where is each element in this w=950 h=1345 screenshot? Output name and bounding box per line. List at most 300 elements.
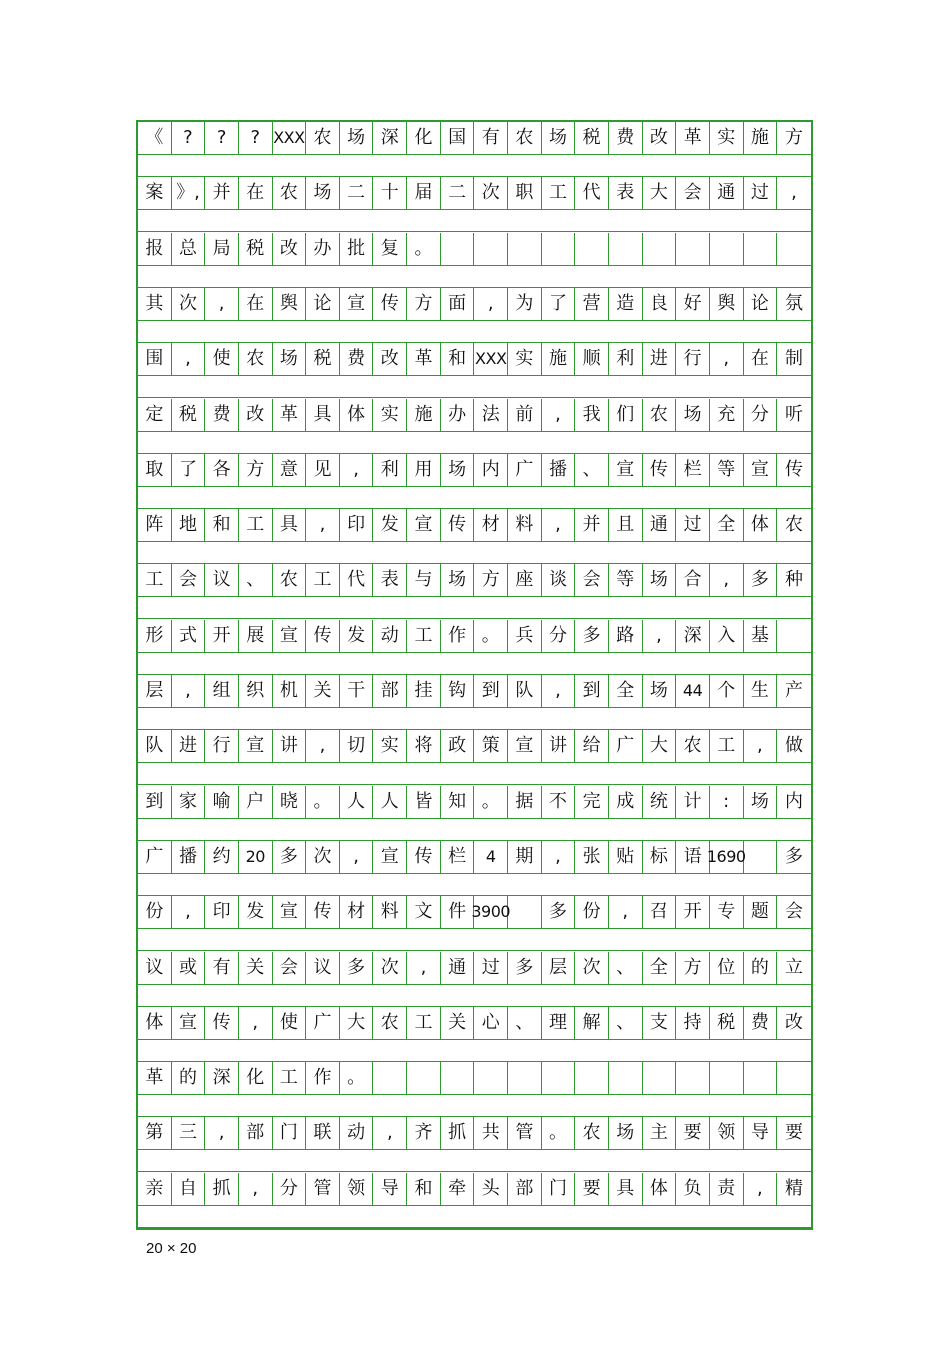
row-spacer <box>138 708 811 730</box>
grid-cell: 实 <box>710 122 744 154</box>
grid-cell: 场 <box>542 122 576 154</box>
grid-cell: 作 <box>306 1062 340 1094</box>
grid-cell: 负 <box>676 1173 710 1205</box>
grid-cell: , <box>373 1117 407 1149</box>
grid-cell: 播 <box>542 454 576 486</box>
grid-cell <box>474 1062 508 1094</box>
grid-cell: 宣 <box>744 454 778 486</box>
grid-cell: 20 <box>239 841 273 873</box>
grid-cell: 宣 <box>407 509 441 541</box>
grid-cell <box>508 233 542 265</box>
grid-cell: 农 <box>273 564 307 596</box>
grid-cell: 工 <box>138 564 172 596</box>
grid-cell: 广 <box>609 730 643 762</box>
grid-cell: 皆 <box>407 786 441 818</box>
grid-cell: 发 <box>373 509 407 541</box>
grid-cell <box>744 233 778 265</box>
grid-cell: 改 <box>373 343 407 375</box>
grid-cell: 份 <box>575 896 609 928</box>
grid-cell <box>474 233 508 265</box>
grid-cell <box>609 233 643 265</box>
grid-cell: 具 <box>306 399 340 431</box>
grid-cell: 栏 <box>441 841 475 873</box>
grid-cell: 理 <box>542 1007 576 1039</box>
grid-cell: 队 <box>508 675 542 707</box>
grid-row <box>138 399 811 432</box>
grid-cell: , <box>205 1117 239 1149</box>
grid-cell: 税 <box>710 1007 744 1039</box>
grid-cell: 传 <box>373 288 407 320</box>
row-spacer <box>138 819 811 841</box>
grid-cell: 行 <box>205 730 239 762</box>
grid-cell: XXX <box>273 122 307 154</box>
grid-cell: , <box>542 675 576 707</box>
grid-row <box>138 786 811 819</box>
grid-cell: 工 <box>710 730 744 762</box>
grid-cell: 生 <box>744 675 778 707</box>
grid-cell: 晓 <box>273 786 307 818</box>
grid-cell: 实 <box>508 343 542 375</box>
grid-cell: 办 <box>306 233 340 265</box>
grid-cell: 场 <box>441 454 475 486</box>
grid-cell: 舆 <box>710 288 744 320</box>
grid-cell <box>407 1062 441 1094</box>
grid-cell: 路 <box>609 620 643 652</box>
grid-cell: 将 <box>407 730 441 762</box>
grid-cell <box>744 1062 778 1094</box>
row-spacer <box>138 210 811 232</box>
grid-cell: 费 <box>340 343 374 375</box>
grid-cell <box>777 233 811 265</box>
grid-cell: 形 <box>138 620 172 652</box>
grid-cell: 宣 <box>273 896 307 928</box>
grid-cell: 工 <box>407 620 441 652</box>
grid-cell: ? <box>205 122 239 154</box>
grid-cell: 革 <box>273 399 307 431</box>
grid-cell: 部 <box>373 675 407 707</box>
grid-cell: 大 <box>643 177 677 209</box>
grid-cell: 44 <box>676 675 710 707</box>
grid-cell: 。 <box>542 1117 576 1149</box>
grid-cell: 兵 <box>508 620 542 652</box>
grid-cell: 播 <box>172 841 206 873</box>
row-spacer <box>138 1095 811 1117</box>
grid-cell: 次 <box>306 841 340 873</box>
grid-cell: 方 <box>239 454 273 486</box>
grid-cell: 农 <box>508 122 542 154</box>
grid-cell: 宣 <box>172 1007 206 1039</box>
grid-cell: 体 <box>744 509 778 541</box>
grid-cell: , <box>744 730 778 762</box>
grid-cell: 场 <box>441 564 475 596</box>
grid-cell: 体 <box>138 1007 172 1039</box>
grid-cell: 分 <box>273 1173 307 1205</box>
grid-row <box>138 896 811 929</box>
grid-cell: 行 <box>676 343 710 375</box>
grid-cell: 深 <box>205 1062 239 1094</box>
grid-cell: 支 <box>643 1007 677 1039</box>
row-spacer <box>138 1206 811 1228</box>
grid-cell: 营 <box>575 288 609 320</box>
grid-cell: 进 <box>643 343 677 375</box>
grid-cell: 会 <box>172 564 206 596</box>
grid-cell: 取 <box>138 454 172 486</box>
grid-cell: ? <box>172 122 206 154</box>
grid-cell: 共 <box>474 1117 508 1149</box>
grid-cell: 约 <box>205 841 239 873</box>
grid-cell: : <box>710 786 744 818</box>
grid-cell: , <box>791 182 797 203</box>
row-spacer <box>138 487 811 509</box>
grid-cell: 场 <box>609 1117 643 1149</box>
grid-cell: 舆 <box>273 288 307 320</box>
grid-cell: 全 <box>710 509 744 541</box>
grid-cell: 织 <box>239 675 273 707</box>
grid-cell: 革 <box>407 343 441 375</box>
grid-cell: 论 <box>306 288 340 320</box>
grid-cell <box>676 233 710 265</box>
grid-cell: 通 <box>643 509 677 541</box>
grid-cell: 深 <box>373 122 407 154</box>
grid-cell: 到 <box>138 786 172 818</box>
grid-cell: 农 <box>575 1117 609 1149</box>
grid-cell: 造 <box>609 288 643 320</box>
grid-row <box>138 952 811 985</box>
grid-row <box>138 675 811 708</box>
grid-cell: 材 <box>474 509 508 541</box>
grid-cell: , <box>172 343 206 375</box>
grid-cell: 国 <box>441 122 475 154</box>
grid-cell: 议 <box>138 952 172 984</box>
grid-cell: 农 <box>373 1007 407 1039</box>
grid-cell: 方 <box>676 952 710 984</box>
grid-cell: 局 <box>205 233 239 265</box>
grid-cell: 改 <box>643 122 677 154</box>
grid-cell: 职 <box>508 177 542 209</box>
grid-cell: 产 <box>784 680 803 701</box>
grid-cell: 》, <box>172 177 206 209</box>
grid-cell: 讲 <box>273 730 307 762</box>
grid-cell: , <box>205 288 239 320</box>
grid-cell: 齐 <box>407 1117 441 1149</box>
grid-cell: 具 <box>609 1173 643 1205</box>
grid-cell: 在 <box>239 288 273 320</box>
grid-cell: 基 <box>744 620 778 652</box>
grid-cell: 化 <box>407 122 441 154</box>
grid-cell: 1690 <box>710 841 744 873</box>
grid-row <box>138 730 811 763</box>
grid-cell: 或 <box>172 952 206 984</box>
grid-cell: 分 <box>744 399 778 431</box>
grid-cell: 要 <box>676 1117 710 1149</box>
grid-cell: 、 <box>239 564 273 596</box>
row-spacer <box>138 432 811 454</box>
grid-cell: 分 <box>542 620 576 652</box>
grid-cell: 个 <box>710 675 744 707</box>
grid-cell: 次 <box>172 288 206 320</box>
grid-row <box>138 1173 811 1206</box>
grid-cell: 利 <box>373 454 407 486</box>
grid-cell: 意 <box>273 454 307 486</box>
grid-cell: , <box>710 564 744 596</box>
grid-cell: 多 <box>273 841 307 873</box>
grid-cell <box>508 1062 542 1094</box>
grid-cell: 贴 <box>609 841 643 873</box>
grid-cell: 联 <box>306 1117 340 1149</box>
grid-cell: 管 <box>508 1117 542 1149</box>
grid-cell: 解 <box>575 1007 609 1039</box>
grid-cell: 利 <box>609 343 643 375</box>
grid-cell: 次 <box>474 177 508 209</box>
row-spacer <box>138 321 811 343</box>
grid-cell: 4 <box>474 841 508 873</box>
grid-cell: 过 <box>474 952 508 984</box>
grid-cell: 地 <box>172 509 206 541</box>
grid-cell: 施 <box>542 343 576 375</box>
grid-cell: 抓 <box>441 1117 475 1149</box>
grid-cell: , <box>609 896 643 928</box>
grid-cell: 面 <box>441 288 475 320</box>
grid-cell: 份 <box>138 896 172 928</box>
grid-cell: 到 <box>575 675 609 707</box>
grid-cell <box>676 1062 710 1094</box>
grid-cell: 且 <box>609 509 643 541</box>
grid-cell: 场 <box>744 786 778 818</box>
grid-cell: 传 <box>205 1007 239 1039</box>
grid-cell <box>441 1062 475 1094</box>
grid-cell: , <box>474 288 508 320</box>
grid-cell: 第 <box>138 1117 172 1149</box>
grid-cell: 件 <box>441 896 475 928</box>
grid-cell: 农 <box>784 514 803 535</box>
grid-cell: 工 <box>273 1062 307 1094</box>
grid-cell: 各 <box>205 454 239 486</box>
grid-cell: 传 <box>784 459 803 480</box>
grid-cell <box>777 620 811 652</box>
grid-row <box>138 1062 811 1095</box>
grid-cell: 、 <box>508 1007 542 1039</box>
grid-cell: 次 <box>373 952 407 984</box>
grid-cell: 在 <box>744 343 778 375</box>
grid-cell: 制 <box>784 348 803 369</box>
grid-cell <box>710 1062 744 1094</box>
grid-cell: 部 <box>239 1117 273 1149</box>
grid-cell <box>643 1062 677 1094</box>
grid-cell: 人 <box>340 786 374 818</box>
grid-cell: 大 <box>340 1007 374 1039</box>
row-spacer <box>138 155 811 177</box>
grid-cell: 并 <box>575 509 609 541</box>
grid-cell: 的 <box>172 1062 206 1094</box>
grid-cell: 表 <box>373 564 407 596</box>
grid-cell: 农 <box>676 730 710 762</box>
grid-cell: 层 <box>138 675 172 707</box>
grid-cell: 部 <box>508 1173 542 1205</box>
grid-cell: 语 <box>676 841 710 873</box>
grid-cell: 家 <box>172 786 206 818</box>
row-spacer <box>138 376 811 398</box>
grid-cell: 代 <box>340 564 374 596</box>
grid-cell: 等 <box>710 454 744 486</box>
grid-row <box>138 1007 811 1040</box>
grid-row <box>138 454 811 487</box>
grid-cell: 门 <box>273 1117 307 1149</box>
grid-cell: 题 <box>744 896 778 928</box>
grid-cell: , <box>542 509 576 541</box>
grid-cell: 场 <box>273 343 307 375</box>
grid-cell: 过 <box>676 509 710 541</box>
grid-cell: 责 <box>710 1173 744 1205</box>
grid-cell: 领 <box>710 1117 744 1149</box>
grid-cell: 税 <box>239 233 273 265</box>
grid-cell: 牵 <box>441 1173 475 1205</box>
grid-cell: 办 <box>441 399 475 431</box>
grid-cell: 革 <box>676 122 710 154</box>
grid-cell: 据 <box>508 786 542 818</box>
grid-cell: 成 <box>609 786 643 818</box>
grid-cell: 有 <box>474 122 508 154</box>
grid-cell: 议 <box>306 952 340 984</box>
grid-cell: 钩 <box>441 675 475 707</box>
grid-cell: 全 <box>643 952 677 984</box>
grid-cell: , <box>306 730 340 762</box>
grid-cell: 3900 <box>474 896 508 928</box>
grid-cell: 内 <box>474 454 508 486</box>
grid-cell: 亲 <box>138 1173 172 1205</box>
grid-cell: 种 <box>784 569 803 590</box>
grid-cell: 到 <box>474 675 508 707</box>
grid-cell <box>710 233 744 265</box>
grid-cell: 费 <box>205 399 239 431</box>
grid-cell: 其 <box>138 288 172 320</box>
grid-cell: 开 <box>676 896 710 928</box>
grid-row <box>138 1117 811 1150</box>
grid-cell: 专 <box>710 896 744 928</box>
grid-cell: 税 <box>172 399 206 431</box>
grid-cell: 使 <box>273 1007 307 1039</box>
grid-cell: 政 <box>441 730 475 762</box>
grid-row <box>138 343 811 376</box>
grid-cell: 式 <box>172 620 206 652</box>
grid-cell: 场 <box>676 399 710 431</box>
grid-cell: , <box>643 620 677 652</box>
grid-cell: 统 <box>643 786 677 818</box>
grid-cell: 有 <box>205 952 239 984</box>
grid-cell: 好 <box>676 288 710 320</box>
grid-cell: 氛 <box>784 293 803 314</box>
grid-cell: 文 <box>407 896 441 928</box>
grid-cell: 多 <box>784 846 803 867</box>
grid-cell: 入 <box>710 620 744 652</box>
grid-row <box>138 841 811 874</box>
row-spacer <box>138 653 811 675</box>
grid-cell: 开 <box>205 620 239 652</box>
grid-row <box>138 620 811 653</box>
grid-cell: 立 <box>784 957 803 978</box>
grid-cell: 、 <box>575 454 609 486</box>
grid-cell: 召 <box>643 896 677 928</box>
grid-cell: 管 <box>306 1173 340 1205</box>
grid-cell <box>542 1062 576 1094</box>
grid-cell: 《 <box>138 122 172 154</box>
grid-cell: 届 <box>407 177 441 209</box>
grid-cell: 宣 <box>609 454 643 486</box>
grid-cell: 广 <box>306 1007 340 1039</box>
grid-cell: 用 <box>407 454 441 486</box>
grid-cell: 料 <box>508 509 542 541</box>
grid-cell: 场 <box>643 564 677 596</box>
grid-cell: 合 <box>676 564 710 596</box>
manuscript-grid <box>136 120 813 1230</box>
grid-cell: 广 <box>138 841 172 873</box>
grid-cell: 全 <box>609 675 643 707</box>
grid-cell: 次 <box>575 952 609 984</box>
grid-cell: 计 <box>676 786 710 818</box>
grid-cell: 的 <box>744 952 778 984</box>
grid-cell <box>575 1062 609 1094</box>
grid-cell: 批 <box>340 233 374 265</box>
grid-cell: 标 <box>643 841 677 873</box>
grid-row <box>138 177 811 210</box>
grid-cell <box>609 1062 643 1094</box>
grid-cell: , <box>407 952 441 984</box>
grid-cell <box>643 233 677 265</box>
grid-cell: 领 <box>340 1173 374 1205</box>
grid-cell: 、 <box>609 1007 643 1039</box>
grid-cell: 完 <box>575 786 609 818</box>
grid-cell: 印 <box>205 896 239 928</box>
grid-cell <box>441 233 475 265</box>
grid-cell: 给 <box>575 730 609 762</box>
grid-cell: 工 <box>239 509 273 541</box>
grid-cell: 了 <box>172 454 206 486</box>
grid-cell: 栏 <box>676 454 710 486</box>
grid-cell: 印 <box>340 509 374 541</box>
grid-cell: 体 <box>643 1173 677 1205</box>
grid-cell: 实 <box>373 399 407 431</box>
grid-cell: 二 <box>441 177 475 209</box>
grid-cell: 农 <box>643 399 677 431</box>
grid-cell: 会 <box>784 901 803 922</box>
grid-cell: 多 <box>508 952 542 984</box>
grid-cell: 张 <box>575 841 609 873</box>
grid-cell: 场 <box>306 177 340 209</box>
grid-cell: , <box>340 841 374 873</box>
grid-cell: 发 <box>239 896 273 928</box>
grid-cell: 门 <box>542 1173 576 1205</box>
grid-cell: 和 <box>407 1173 441 1205</box>
grid-cell: , <box>239 1007 273 1039</box>
grid-cell: 要 <box>784 1122 803 1143</box>
grid-cell: 。 <box>306 786 340 818</box>
grid-cell: 场 <box>340 122 374 154</box>
row-spacer <box>138 763 811 785</box>
grid-cell: 座 <box>508 564 542 596</box>
grid-cell: 费 <box>609 122 643 154</box>
grid-cell: 宣 <box>373 841 407 873</box>
grid-cell: 机 <box>273 675 307 707</box>
grid-cell: 导 <box>373 1173 407 1205</box>
grid-cell: 传 <box>306 896 340 928</box>
grid-cell: 我 <box>575 399 609 431</box>
grid-cell: 喻 <box>205 786 239 818</box>
grid-cell: , <box>542 841 576 873</box>
grid-cell: 关 <box>239 952 273 984</box>
grid-cell: , <box>542 399 576 431</box>
grid-cell: 等 <box>609 564 643 596</box>
grid-cell: 会 <box>575 564 609 596</box>
grid-cell: 动 <box>340 1117 374 1149</box>
